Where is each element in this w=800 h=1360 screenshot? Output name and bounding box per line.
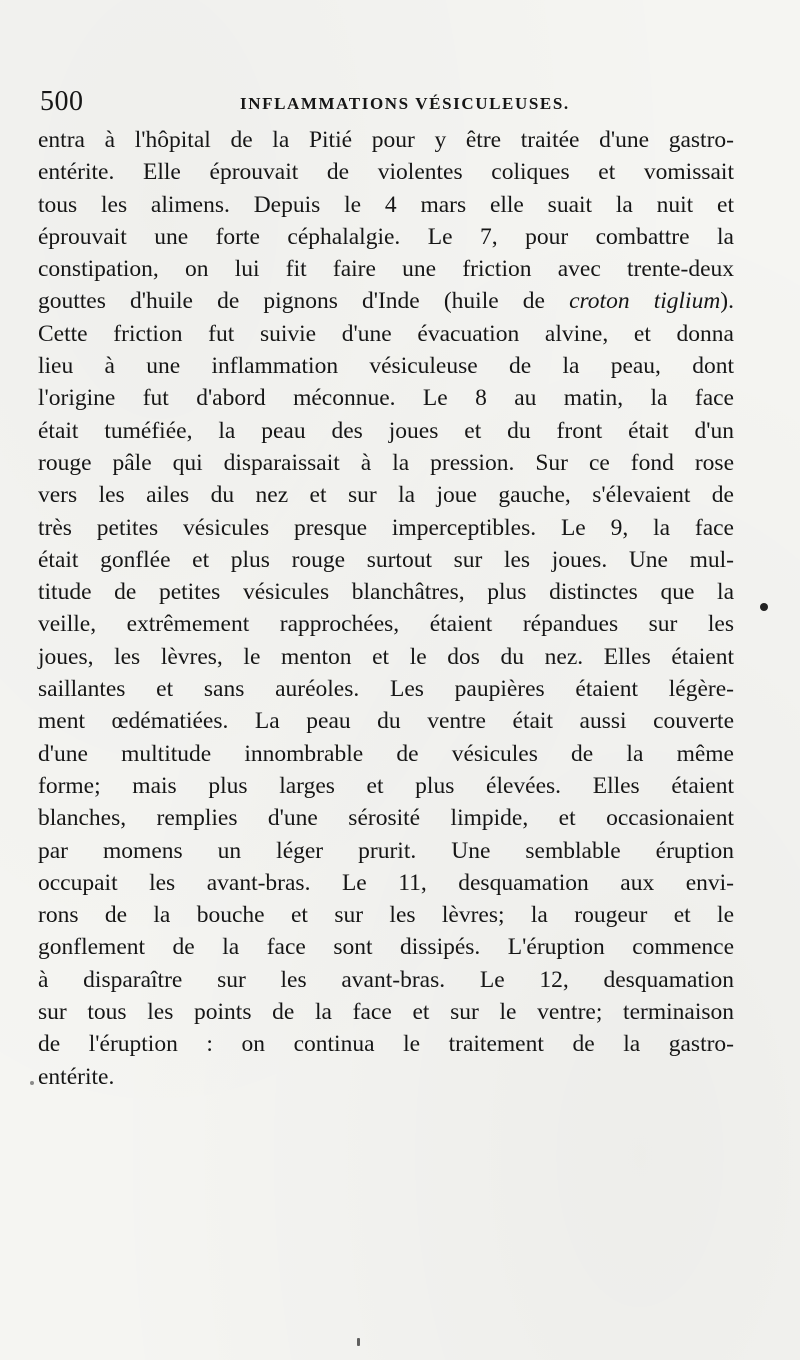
text-line: ment œdématiées. La peau du ventre était aussi couverte [38,708,734,735]
text-line: forme; mais plus larges et plus élevées. Elles étaient [38,772,734,799]
text-line: joues, les lèvres, le menton et le dos du nez. Elles étaient [38,643,734,670]
text-line: sur tous les points de la face et sur le ventre; terminaison [38,999,734,1026]
text-line: Cette friction fut suivie d'une évacuation alvine, et donna [38,320,734,347]
text-line [38,285,734,317]
text-line: veille, extrêmement rapprochées, étaient répandues sur les [38,611,734,638]
text-line: très petites vésicules presque imperceptibles. Le 9, la face [38,514,734,541]
text-line: de l'éruption : on continua le traitement de la gastro- [38,1031,734,1058]
text-line: tous les alimens. Depuis le 4 mars elle suait la nuit et [38,191,734,218]
text-line: rons de la bouche et sur les lèvres; la rougeur et le [38,902,734,929]
text-segment: ). [720,288,734,315]
text-line: saillantes et sans auréoles. Les paupières étaient légère- [38,676,734,703]
ink-spot [760,603,768,611]
page-header [40,86,740,120]
text-line: entra à l'hôpital de la Pitié pour y être traitée d'une gastro- [38,127,734,153]
text-line: titude de petites vésicules blanchâtres, plus distinctes que la [38,579,734,606]
text-line: éprouvait une forte céphalalgie. Le 7, pour combattre la [38,223,734,250]
text-line: l'origine fut d'abord méconnue. Le 8 au matin, la face [38,385,734,412]
ink-spot [30,1081,34,1085]
text-line: d'une multitude innombrable de vésicules de la même [38,740,734,767]
text-line: entérite. [38,1063,115,1090]
text-line: était tuméfiée, la peau des joues et du front était d'un [38,417,734,444]
text-line: constipation, on lui fit faire une friction avec trente-deux [38,256,734,283]
body-text [38,124,734,1093]
text-line: entérite. Elle éprouvait de violentes coliques et vomissait [38,159,734,186]
text-line: était gonflée et plus rouge surtout sur les joues. Une mul- [38,546,734,573]
text-line: par momens un léger prurit. Une semblable éruption [38,837,734,864]
text-line: gonflement de la face sont dissipés. L'éruption commence [38,934,734,961]
text-line: occupait les avant-bras. Le 11, desquamation aux envi- [38,869,734,896]
page-number: 500 [40,86,84,117]
running-head: INFLAMMATIONS VÉSICULEUSES. [240,94,570,113]
text-line: à disparaître sur les avant-bras. Le 12, desquamation [38,966,734,993]
text-line: rouge pâle qui disparaissait à la pression. Sur ce fond rose [38,449,734,476]
ink-spot [357,1338,360,1346]
italic-phrase: croton tiglium [569,288,721,315]
text-line: vers les ailes du nez et sur la joue gauche, s'élevaient de [38,482,734,509]
text-segment: gouttes d'huile de pignons d'Inde (huile de [38,288,570,315]
text-line: blanches, remplies d'une sérosité limpide, et occasionaient [38,805,734,832]
text-line: lieu à une inflammation vésiculeuse de la peau, dont [38,353,734,380]
